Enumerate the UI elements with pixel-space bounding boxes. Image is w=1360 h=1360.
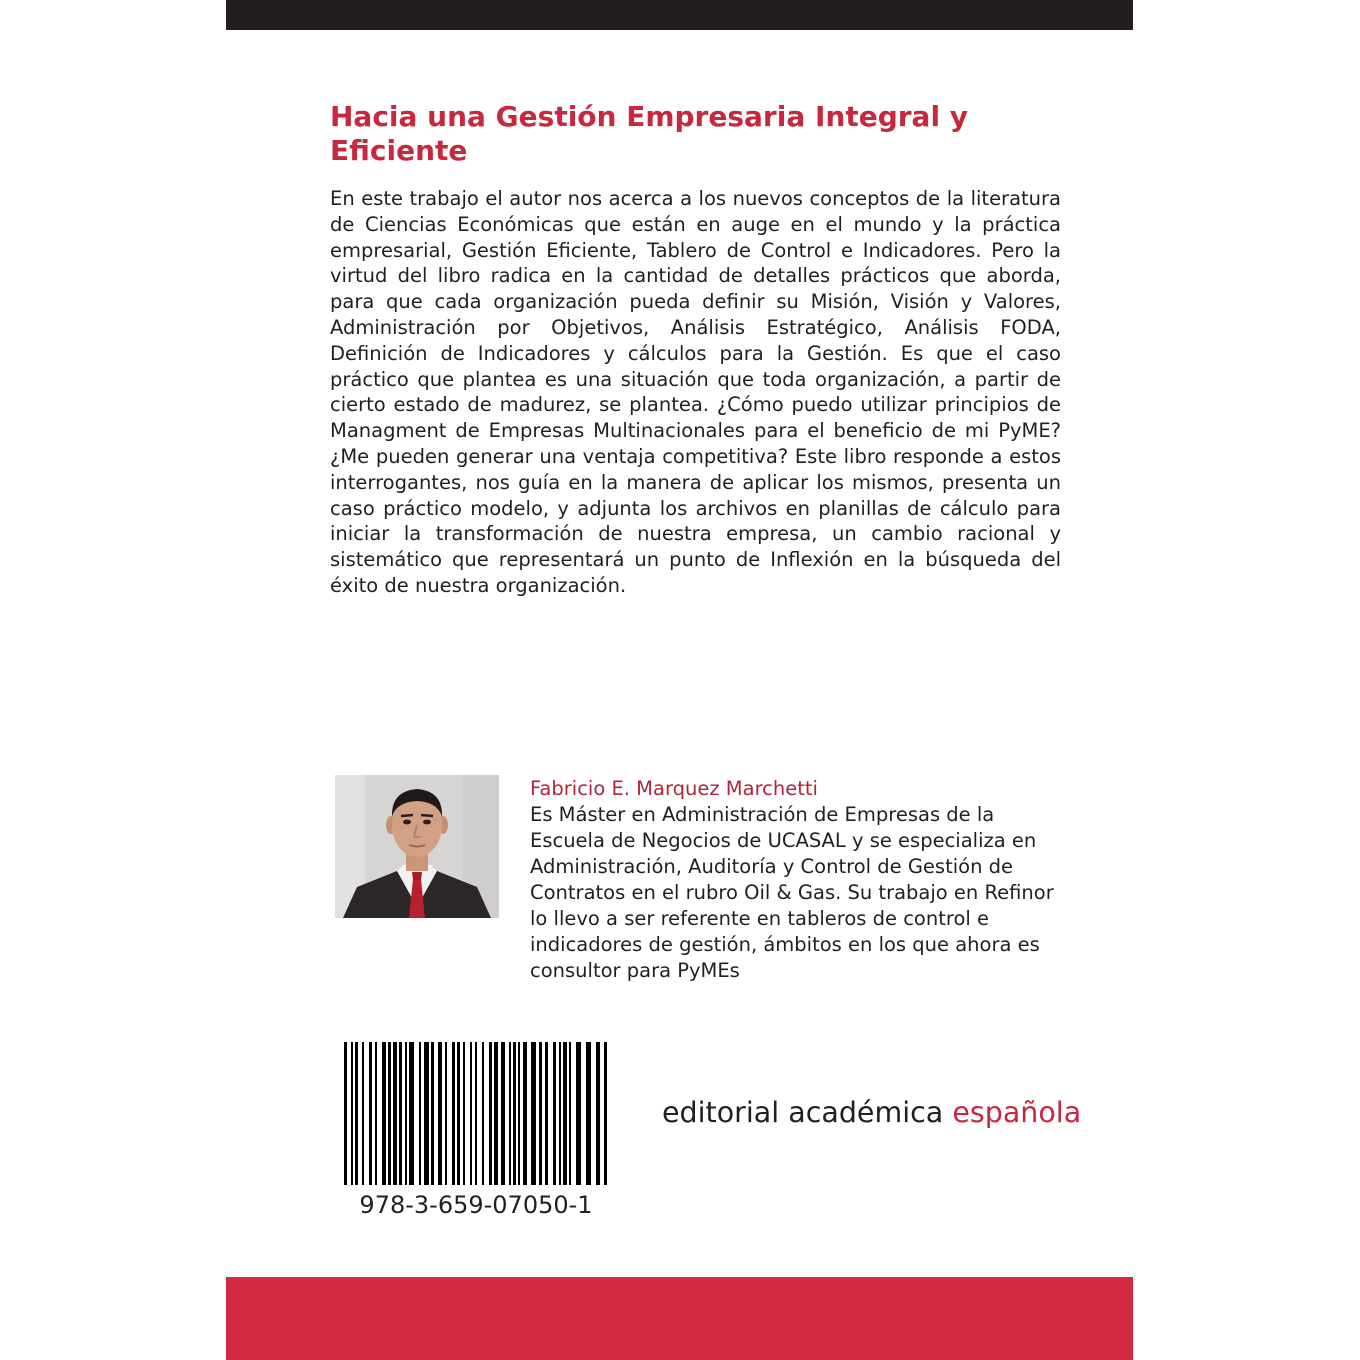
author-bio: Es Máster en Administración de Empresas de la Escuela de Negocios de UCASAL y se especializa en Administración, Auditoría y Control de Gestión de Contratos en el rubro Oil & Gas. Su trabajo en Refinor lo llevo a ser referente en tableros de control e indicadores de gestión, ámbitos en los que ahora es consultor para PyMEs	[530, 803, 1054, 982]
author-name: Fabricio E. Marquez Marchetti	[530, 777, 818, 800]
book-blurb: En este trabajo el autor nos acerca a los nuevos conceptos de la literatura de Ciencias Económicas que están en auge en el mundo y la práctica empresarial, Gestión Eficiente, Tablero de Control e Indicadores. Pero la virtud del libro radica en la cantidad de detalles prácticos que aborda, para que cada organización pueda definir su Misión, Visión y Valores, Administración por Objetivos, Análisis Estratégico, Análisis FODA, Definición de Indicadores y cálculos para la Gestión. Es que el caso práctico que plantea es una situación que toda organización, a partir de cierto estado de madurez, se plantea. ¿Cómo puedo utilizar principios de Managment de Empresas Multinacionales para el beneficio de mi PyME? ¿Me pueden generar una ventaja competitiva? Este libro responde a estos interrogantes, nos guía en la manera de aplicar los mismos, presenta un caso práctico modelo, y adjunta los archivos en planillas de cálculo para iniciar la transformación de nuestra empresa, un cambio racional y sistemático que representará un punto de Inflexión en la búsqueda del éxito de nuestra organización.	[330, 187, 1061, 597]
top-bar	[226, 0, 1133, 30]
barcode-icon	[342, 1042, 610, 1185]
book-title: Hacia una Gestión Empresaria Integral y Eficiente	[330, 100, 969, 167]
publisher-logo	[662, 1094, 1081, 1132]
author-photo	[335, 775, 499, 918]
publisher-name-part1: editorial académica	[662, 1096, 953, 1129]
bottom-band	[226, 1277, 1133, 1360]
publisher-name-part2: española	[952, 1096, 1082, 1129]
book-back-cover	[226, 0, 1133, 1360]
author-portrait-icon	[335, 775, 499, 918]
isbn-number: 978-3-659-07050-1	[359, 1191, 593, 1219]
